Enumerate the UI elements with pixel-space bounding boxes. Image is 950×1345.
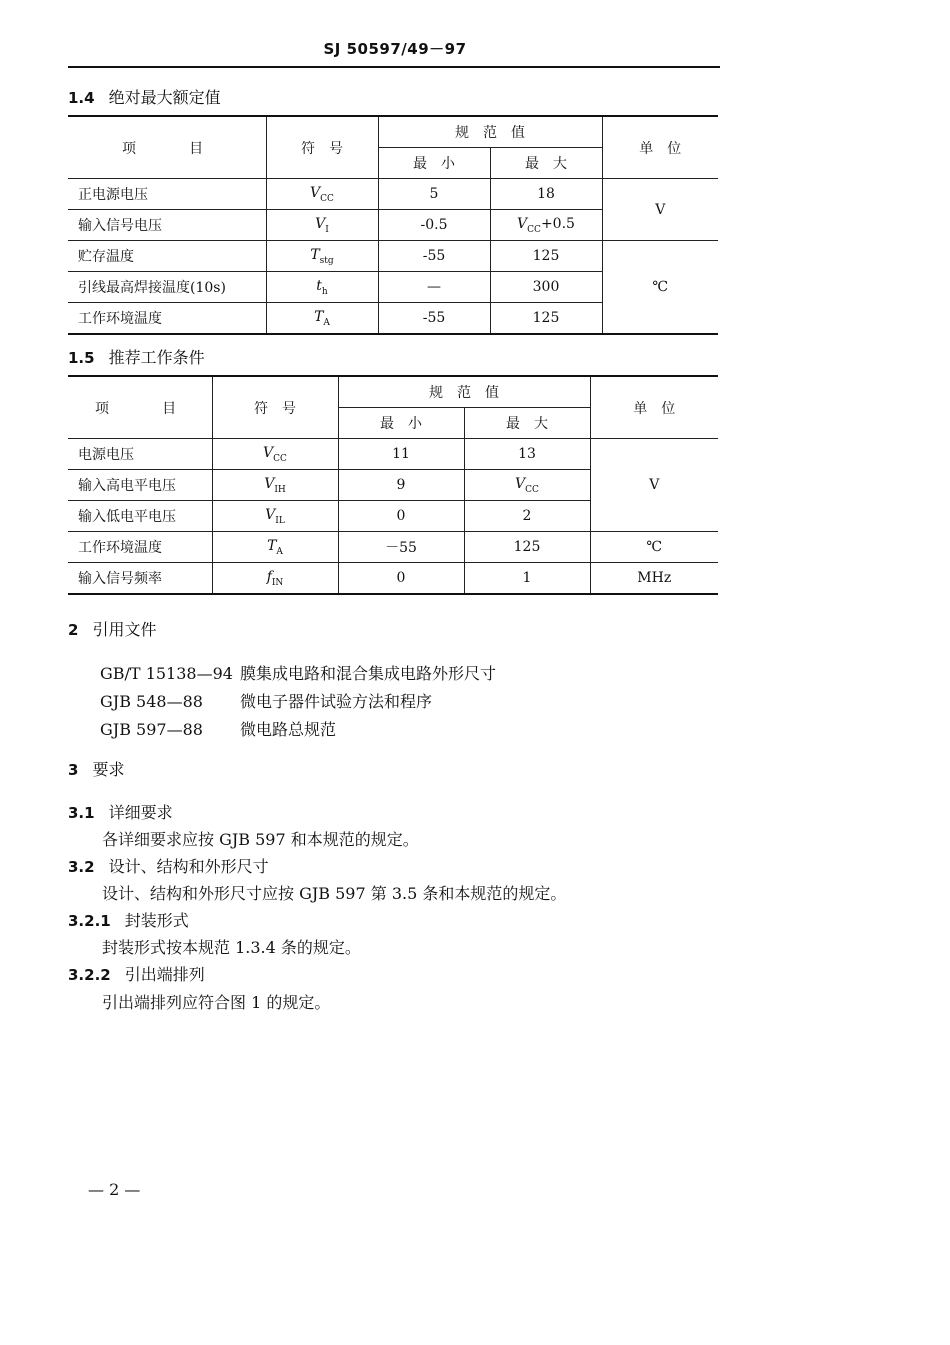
param-min: 5 (378, 179, 490, 210)
table-row (68, 563, 718, 595)
param-symbol: $t_h$ (266, 272, 378, 303)
section-3-1-text: 各详细要求应按 GJB 597 和本规范的规定。 (102, 830, 419, 849)
section-title: 引出端排列 (124, 965, 205, 984)
param-unit: MHz (590, 563, 718, 595)
section-3-2-2-text: 引出端排列应符合图 1 的规定。 (102, 993, 331, 1012)
reference-list (100, 660, 496, 744)
col-header-symbol: 符 号 (266, 116, 378, 179)
section-number: 3.1 (68, 804, 95, 822)
section-number: 3 (68, 761, 79, 779)
table-row (68, 241, 718, 272)
param-symbol: $T_A$ (212, 532, 338, 563)
param-max: 2 (464, 501, 590, 532)
param-name: 正电源电压 (68, 179, 266, 210)
col-header-max: 最 大 (464, 408, 590, 439)
param-max: 1 (464, 563, 590, 595)
col-header-unit: 单 位 (602, 116, 718, 179)
param-max: 18 (490, 179, 602, 210)
param-name: 引线最高焊接温度(10s) (68, 272, 266, 303)
document-id: SJ 50597/49－97 (323, 40, 467, 58)
section-number: 3.2 (68, 858, 95, 876)
section-title: 引用文件 (92, 620, 157, 639)
section-3-2-1-heading (68, 911, 189, 931)
param-unit: ℃ (602, 241, 718, 335)
param-max: 125 (464, 532, 590, 563)
param-min: 9 (338, 470, 464, 501)
section-title: 推荐工作条件 (108, 348, 205, 367)
param-name: 输入信号电压 (68, 210, 266, 241)
page-number: — 2 — (88, 1180, 141, 1199)
col-header-max: 最 大 (490, 148, 602, 179)
section-number: 3.2.1 (68, 912, 111, 930)
list-item (100, 660, 496, 688)
ref-code: GJB 548—88 (100, 692, 203, 711)
param-name: 输入低电平电压 (68, 501, 212, 532)
param-symbol: $V_{CC}$ (212, 439, 338, 470)
param-max: 13 (464, 439, 590, 470)
param-max: 300 (490, 272, 602, 303)
section-number: 1.5 (68, 349, 95, 367)
section-title: 详细要求 (108, 803, 173, 822)
col-header-symbol: 符 号 (212, 376, 338, 439)
ref-title: 微电子器件试验方法和程序 (240, 692, 433, 711)
section-number: 2 (68, 621, 79, 639)
section-number: 1.4 (68, 89, 95, 107)
section-title: 要求 (92, 760, 125, 779)
param-symbol: $T_{stg}$ (266, 241, 378, 272)
table-row (68, 439, 718, 470)
section-title: 设计、结构和外形尺寸 (108, 857, 269, 876)
param-unit: V (602, 179, 718, 241)
param-min: -0.5 (378, 210, 490, 241)
param-symbol: $V_{IL}$ (212, 501, 338, 532)
param-max: 125 (490, 303, 602, 335)
table-row (68, 532, 718, 563)
param-min: -55 (378, 303, 490, 335)
col-header-item: 项 目 (68, 376, 212, 439)
param-name: 电源电压 (68, 439, 212, 470)
param-min: — (378, 272, 490, 303)
param-symbol: $V_I$ (266, 210, 378, 241)
section-3-2-text: 设计、结构和外形尺寸应按 GJB 597 第 3.5 条和本规范的规定。 (102, 884, 567, 903)
param-name: 贮存温度 (68, 241, 266, 272)
col-header-min: 最 小 (338, 408, 464, 439)
param-max: $V_{CC}$ (464, 470, 590, 501)
section-title: 绝对最大额定值 (108, 88, 221, 107)
col-header-range: 规 范 值 (378, 116, 602, 148)
section-title: 封装形式 (124, 911, 189, 930)
col-header-range: 规 范 值 (338, 376, 590, 408)
ref-code: GJB 597—88 (100, 720, 203, 739)
param-max: 125 (490, 241, 602, 272)
param-min: －55 (338, 532, 464, 563)
param-min: 0 (338, 501, 464, 532)
ref-title: 微电路总规范 (240, 720, 337, 739)
header-rule (68, 66, 720, 68)
col-header-item: 项 目 (68, 116, 266, 179)
param-unit: ℃ (590, 532, 718, 563)
col-header-unit: 单 位 (590, 376, 718, 439)
section-3-1-heading (68, 803, 173, 823)
param-unit: V (590, 439, 718, 532)
param-max: $V_{CC}+0.5$ (490, 210, 602, 241)
param-name: 输入信号频率 (68, 563, 212, 595)
param-symbol: $V_{CC}$ (266, 179, 378, 210)
param-min: 0 (338, 563, 464, 595)
section-number: 3.2.2 (68, 966, 111, 984)
section-3-heading (68, 760, 124, 780)
param-symbol: $f_{IN}$ (212, 563, 338, 595)
list-item (100, 688, 496, 716)
section-2-heading (68, 620, 156, 640)
section-3-2-2-heading (68, 965, 205, 985)
param-name: 输入高电平电压 (68, 470, 212, 501)
param-min: 11 (338, 439, 464, 470)
param-symbol: $T_A$ (266, 303, 378, 335)
col-header-min: 最 小 (378, 148, 490, 179)
param-name: 工作环境温度 (68, 303, 266, 335)
list-item (100, 716, 496, 744)
section-1-4-heading (68, 88, 221, 108)
ref-title: 膜集成电路和混合集成电路外形尺寸 (240, 664, 497, 683)
recommended-conditions-table (68, 375, 718, 595)
section-3-2-heading (68, 857, 269, 877)
table-row (68, 179, 718, 210)
param-symbol: $V_{IH}$ (212, 470, 338, 501)
absolute-max-ratings-table (68, 115, 718, 335)
param-name: 工作环境温度 (68, 532, 212, 563)
ref-code: GB/T 15138—94 (100, 664, 233, 683)
section-3-2-1-text: 封装形式按本规范 1.3.4 条的规定。 (102, 938, 361, 957)
section-1-5-heading (68, 348, 205, 368)
param-min: -55 (378, 241, 490, 272)
